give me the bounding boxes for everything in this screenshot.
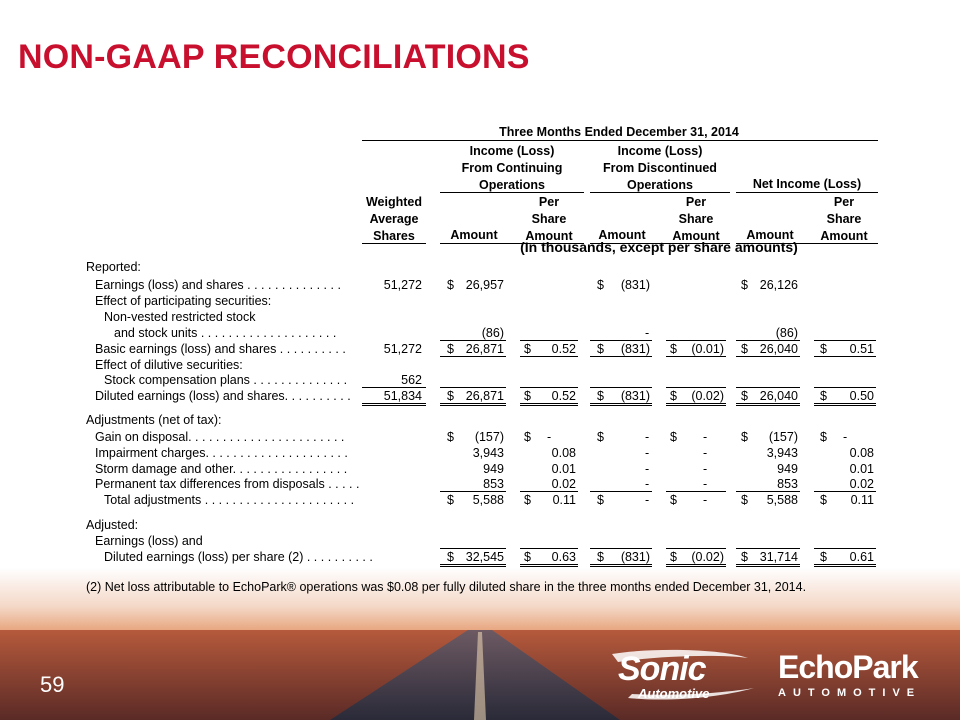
rule-basic-c-ps [520,356,578,357]
rule-total-n-ps-top [814,491,876,492]
cell-nonvested-c-amt: (86) [481,326,504,340]
row-label-permanent: Permanent tax differences from disposals . . . . . [95,477,360,491]
cell-storm-n-ps: 0.01 [849,462,874,476]
dollar-sign: $ [597,493,604,507]
cell-permanent-n-amt: 853 [777,477,798,491]
row-label-nonvested-1: Non-vested restricted stock [104,310,256,324]
group-rule-net [736,192,878,193]
drule-diluted-n-amt [736,403,800,406]
cell-storm-c-amt: 949 [483,462,504,476]
cell-earnings-shares-shares: 51,272 [383,278,422,292]
rule-diluted-n-ps-top [814,387,876,388]
cell-diluted-eps-c-ps: 0.63 [551,550,576,564]
cell-basic-c-ps: 0.52 [551,342,576,356]
drule-adj-n-ps [814,564,876,567]
dollar-sign: $ [670,389,677,403]
cell-basic-c-amt: 26,871 [465,342,504,356]
dollar-sign: $ [820,389,827,403]
dollar-sign: $ [670,550,677,564]
dollar-sign: $ [447,278,454,292]
drule-diluted-shares [362,403,426,406]
row-label-stock-comp: Stock compensation plans . . . . . . . . . . . . . . [104,373,348,387]
units-note: (In thousands, except per share amounts) [520,239,798,255]
dollar-sign: $ [524,430,531,444]
rule-total-d-amt-top [590,491,652,492]
cell-basic-shares: 51,272 [383,342,422,356]
dollar-sign: $ [524,342,531,356]
group-rule-discontinued [590,192,730,193]
row-label-gain: Gain on disposal. . . . . . . . . . . . . . . . . . . . . . . [95,430,345,444]
page-number: 59 [40,672,65,697]
cell-diluted-d-amt: (831) [620,389,650,403]
cell-permanent-c-ps: 0.02 [551,477,576,491]
dollar-sign: $ [670,430,677,444]
drule-diluted-n-ps [814,403,876,406]
cell-diluted-eps-d-ps: (0.02) [691,550,724,564]
rule-basic-c-ps-top [520,340,578,341]
cell-basic-d-amt: (831) [620,342,650,356]
dollar-sign: $ [741,550,748,564]
col-header-shares: Weighted Average Shares [365,195,423,243]
rule-diluted-c-amt-top [440,387,506,388]
cell-total-adj-n-ps: 0.11 [850,493,874,507]
dollar-sign: $ [820,550,827,564]
row-label-diluted-eps: Diluted earnings (loss) per share (2) . . . . . . . . . . [104,550,373,564]
dollar-sign: $ [820,493,827,507]
cell-impairment-c-ps: 0.08 [551,446,576,460]
cell-permanent-d-ps: - [703,477,708,491]
cell-impairment-c-amt: 3,943 [472,446,504,460]
rule-basic-d-amt [590,356,652,357]
rule-total-n-amt-top [736,491,800,492]
row-label-earnings-and: Earnings (loss) and [95,534,203,548]
cell-nonvested-n-amt: (86) [775,326,798,340]
col-header-n-per-share: Per Share Amount [820,195,868,243]
dollar-sign: $ [447,389,454,403]
cell-diluted-c-amt: 26,871 [465,389,504,403]
dollar-sign: $ [741,493,748,507]
rule-basic-n-amt [736,356,800,357]
rule-adj-d-amt-top [590,548,652,549]
rule-total-c-amt-top [440,491,506,492]
period-header: Three Months Ended December 31, 2014 [499,125,739,139]
dollar-sign: $ [741,342,748,356]
drule-adj-d-ps [666,564,726,567]
page-title: NON-GAAP RECONCILIATIONS [18,38,530,76]
cell-diluted-eps-d-amt: (831) [620,550,650,564]
cell-basic-d-ps: (0.01) [691,342,724,356]
rule-basic-d-ps [666,356,726,357]
drule-diluted-c-amt [440,403,506,406]
rule-nonvested-d-amt [590,340,652,341]
rule-total-d-ps-top [666,491,726,492]
cell-impairment-n-amt: 3,943 [766,446,798,460]
cell-basic-n-amt: 26,040 [759,342,798,356]
cell-diluted-shares: 51,834 [383,389,422,403]
col-header-d-per-share: Per Share Amount [672,195,720,243]
rule-adj-n-amt-top [736,548,800,549]
dollar-sign: $ [741,389,748,403]
cell-gain-n-amt: (157) [768,430,798,444]
cell-gain-d-ps: - [703,430,708,444]
row-label-reported: Reported: [86,260,141,274]
row-label-storm: Storm damage and other. . . . . . . . . . . . . . . . . [95,462,348,476]
dollar-sign: $ [447,430,454,444]
echopark-automotive-logo [778,650,944,699]
dollar-sign: $ [741,278,748,292]
row-label-effect-participating: Effect of participating securities: [95,294,272,308]
cell-storm-c-ps: 0.01 [551,462,576,476]
dollar-sign: $ [597,278,604,292]
rule-nonvested-n-amt [736,340,800,341]
row-label-basic: Basic earnings (loss) and shares . . . . . . . . . . [95,342,346,356]
drule-diluted-d-amt [590,403,652,406]
cell-diluted-d-ps: (0.02) [691,389,724,403]
cell-permanent-c-amt: 853 [483,477,504,491]
cell-earnings-shares-d-amt: (831) [620,278,650,292]
rule-diluted-c-ps-top [520,387,578,388]
sonic-logo-sub: Automotive [638,686,710,701]
dollar-sign: $ [524,550,531,564]
dollar-sign: $ [597,550,604,564]
echopark-logo-sub: AUTOMOTIVE [778,687,922,699]
cell-total-adj-d-ps: - [703,493,708,507]
rule-basic-n-ps [814,356,876,357]
dollar-sign: $ [597,389,604,403]
rule-adj-n-ps-top [814,548,876,549]
dollar-sign: $ [524,389,531,403]
rule-nonvested-c-amt [440,340,506,341]
row-label-nonvested-2: and stock units . . . . . . . . . . . . . . . . . . . . [114,326,337,340]
rule-diluted-d-amt-top [590,387,652,388]
cell-total-adj-c-ps: 0.11 [552,493,576,507]
dollar-sign: $ [447,550,454,564]
dollar-sign: $ [524,493,531,507]
echopark-logo-word: EchoPark [778,649,918,685]
cell-storm-n-amt: 949 [777,462,798,476]
rule-adj-c-ps-top [520,548,578,549]
footnote: (2) Net loss attributable to EchoPark® operations was $0.08 per fully diluted share in the three months ended December 31, 2014. [86,580,807,594]
drule-adj-c-ps [520,564,578,567]
cell-gain-c-amt: (157) [474,430,504,444]
cell-diluted-eps-c-amt: 32,545 [465,550,504,564]
cell-total-adj-n-amt: 5,588 [766,493,798,507]
rule-adj-c-amt-top [440,548,506,549]
group-header-discontinued: Income (Loss) From Discontinued Operations [603,144,717,192]
col-header-c-per-share: Per Share Amount [525,195,573,243]
cell-total-adj-c-amt: 5,588 [472,493,504,507]
row-label-adjusted: Adjusted: [86,518,139,532]
period-header-rule [362,140,878,141]
cell-diluted-n-amt: 26,040 [759,389,798,403]
cell-permanent-d-amt: - [645,477,650,491]
row-label-effect-dilutive: Effect of dilutive securities: [95,358,243,372]
cell-gain-n-ps: - [843,430,848,444]
drule-diluted-c-ps [520,403,578,406]
rule-basic-d-ps-top [666,340,726,341]
cell-nonvested-d-amt: - [645,326,650,340]
rule-diluted-d-ps-top [666,387,726,388]
cell-diluted-c-ps: 0.52 [551,389,576,403]
drule-adj-d-amt [590,564,652,567]
group-rule-continuing [440,192,584,193]
dollar-sign: $ [820,342,827,356]
cell-diluted-eps-n-amt: 31,714 [759,550,798,564]
group-header-continuing: Income (Loss) From Continuing Operations [461,144,563,192]
dollar-sign: $ [597,342,604,356]
cell-diluted-n-ps: 0.50 [849,389,874,403]
rule-total-c-ps-top [520,491,578,492]
cell-earnings-shares-n-amt: 26,126 [759,278,798,292]
sonic-logo-word: Sonic [618,650,706,688]
dollar-sign: $ [670,342,677,356]
cell-impairment-n-ps: 0.08 [849,446,874,460]
cell-storm-d-ps: - [703,462,708,476]
cell-impairment-d-ps: - [703,446,708,460]
cell-diluted-eps-n-ps: 0.61 [849,550,874,564]
col-header-c-amount: Amount [450,228,498,242]
cell-gain-c-ps: - [547,430,552,444]
row-label-diluted: Diluted earnings (loss) and shares. . . . . . . . . . [95,389,351,403]
rule-diluted-n-amt-top [736,387,800,388]
cell-impairment-d-amt: - [645,446,650,460]
rule-basic-c-amt [440,356,506,357]
dollar-sign: $ [597,430,604,444]
cell-gain-d-amt: - [645,430,650,444]
dollar-sign: $ [741,430,748,444]
cell-earnings-shares-c-amt: 26,957 [465,278,504,292]
group-header-net: Net Income (Loss) [752,177,862,191]
dollar-sign: $ [447,493,454,507]
row-label-impairment: Impairment charges. . . . . . . . . . . . . . . . . . . . . [95,446,348,460]
cell-permanent-n-ps: 0.02 [849,477,874,491]
cell-storm-d-amt: - [645,462,650,476]
col-rule-shares [362,243,426,244]
row-label-total-adj: Total adjustments . . . . . . . . . . . . . . . . . . . . . . [104,493,355,507]
drule-adj-n-amt [736,564,800,567]
drule-adj-c-amt [440,564,506,567]
dollar-sign: $ [447,342,454,356]
cell-stock-comp-shares: 562 [401,373,422,387]
col-header-d-amount: Amount [598,228,646,242]
col-header-n-amount: Amount [746,228,794,242]
sonic-automotive-logo [608,648,758,708]
row-label-adjustments: Adjustments (net of tax): [86,413,222,427]
row-label-earnings-shares: Earnings (loss) and shares . . . . . . . . . . . . . . [95,278,341,292]
rule-adj-d-ps-top [666,548,726,549]
cell-total-adj-d-amt: - [645,493,650,507]
rule-stock-comp-shares [362,387,426,388]
dollar-sign: $ [670,493,677,507]
dollar-sign: $ [820,430,827,444]
rule-basic-n-ps-top [814,340,876,341]
drule-diluted-d-ps [666,403,726,406]
cell-basic-n-ps: 0.51 [849,342,874,356]
